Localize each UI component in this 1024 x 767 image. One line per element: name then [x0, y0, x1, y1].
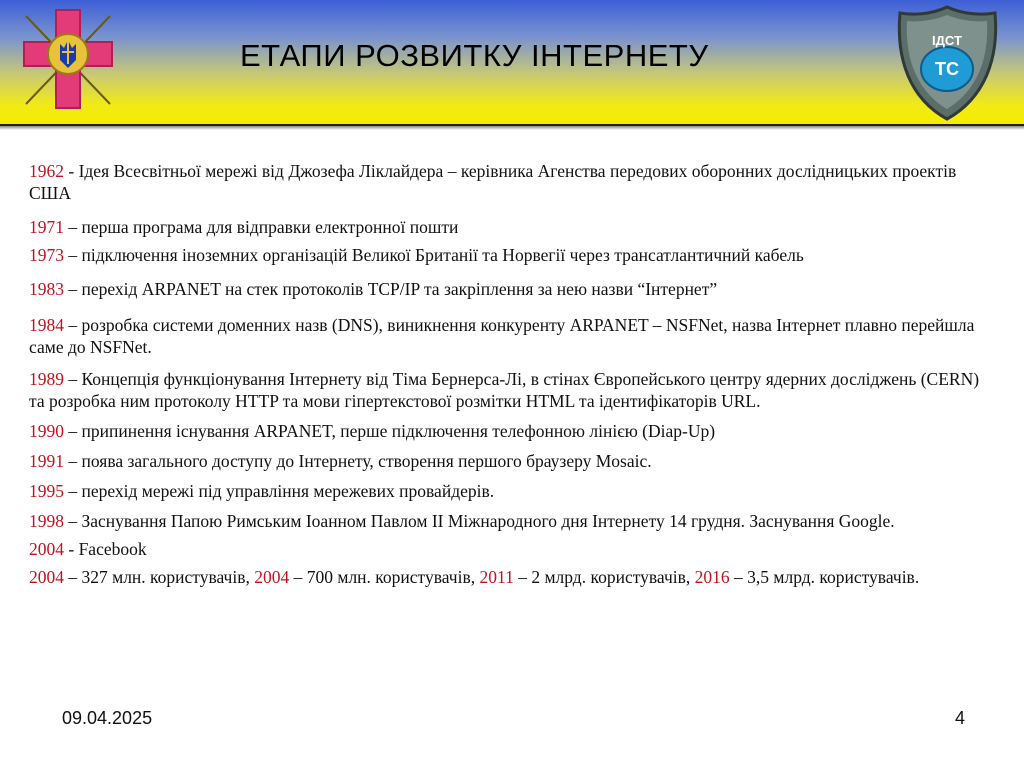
- users-year: 2004: [29, 567, 64, 587]
- timeline-item: [29, 278, 994, 300]
- page-title: ЕТАПИ РОЗВИТКУ ІНТЕРНЕТУ: [240, 38, 709, 73]
- slide-date: 09.04.2025: [62, 708, 153, 728]
- timeline-year: 1971: [29, 217, 64, 237]
- timeline-year: 2004: [29, 539, 64, 559]
- timeline-year: 1990: [29, 421, 64, 441]
- header-divider: [0, 126, 1024, 130]
- users-year: 2004: [254, 567, 290, 587]
- timeline-year: 1984: [29, 315, 64, 335]
- timeline-item: [29, 538, 994, 560]
- timeline-text: – підключення іноземних організацій Великої Британії та Норвегії через трансатлантичний кабель: [64, 245, 804, 265]
- timeline-text: – Концепція функціонування Інтернету від Тіма Бернерса-Лі, в стінах Європейського центру ядерних досліджень (CERN) та розробка ним протоколу HTTP та мови гіпертекстової розмітки HTML та ідентифікаторів URL.: [29, 369, 980, 411]
- users-growth-item: [29, 566, 994, 588]
- timeline-item: [29, 368, 994, 412]
- timeline-year: 1983: [29, 279, 64, 299]
- timeline-year: 1989: [29, 369, 64, 389]
- users-year: 2011: [479, 567, 514, 587]
- timeline-year: 1998: [29, 511, 64, 531]
- timeline-text: - Facebook: [64, 539, 147, 559]
- timeline-text: – Заснування Папою Римським Іоанном Павлом ІІ Міжнародного дня Інтернету 14 грудня. Заснування Google.: [64, 511, 895, 531]
- timeline-text: – розробка системи доменних назв (DNS), виникнення конкуренту ARPANET – NSFNet, назва Інтернет плавно перейшла саме до NSFNet.: [29, 315, 975, 357]
- timeline-item: [29, 216, 994, 238]
- timeline-year: 1995: [29, 481, 64, 501]
- timeline-item: [29, 420, 994, 442]
- timeline-item: [29, 450, 994, 472]
- users-text: – 3,5 млрд. користувачів.: [729, 567, 920, 587]
- timeline-item: [29, 160, 994, 204]
- institute-shield-icon: [895, 3, 1000, 123]
- timeline-item: [29, 480, 994, 502]
- users-text: – 327 млн. користувачів,: [64, 567, 255, 587]
- users-year: 2016: [694, 567, 730, 587]
- armed-forces-emblem-icon: [18, 4, 118, 116]
- timeline-text: – поява загального доступу до Інтернету, створення першого браузеру Mosaic.: [64, 451, 652, 471]
- timeline-item: [29, 244, 994, 266]
- timeline-text: – припинення існування ARPANET, перше підключення телефонною лінією (Diap-Up): [64, 421, 716, 441]
- timeline-year: 1973: [29, 245, 64, 265]
- users-text: – 700 млн. користувачів,: [289, 567, 480, 587]
- timeline-text: - Ідея Всесвітньої мережі від Джозефа Ліклайдера – керівника Агенства передових оборонних дослідницьких проектів США: [29, 161, 957, 203]
- shield-text-top: ІДСТ: [932, 33, 962, 48]
- timeline-year: 1991: [29, 451, 64, 471]
- timeline-list: [29, 160, 994, 588]
- page-number: 4: [955, 708, 966, 728]
- timeline-item: [29, 314, 994, 358]
- timeline-text: – перехід ARPANET на стек протоколів TCP/IP та закріплення за нею назви “Інтернет”: [64, 279, 718, 299]
- timeline-text: – перехід мережі під управління мережевих провайдерів.: [64, 481, 495, 501]
- timeline-year: 1962: [29, 161, 64, 181]
- users-text: – 2 млрд. користувачів,: [513, 567, 695, 587]
- timeline-item: [29, 510, 994, 532]
- timeline-text: – перша програма для відправки електронної пошти: [64, 217, 459, 237]
- shield-text-main: ТС: [935, 59, 959, 79]
